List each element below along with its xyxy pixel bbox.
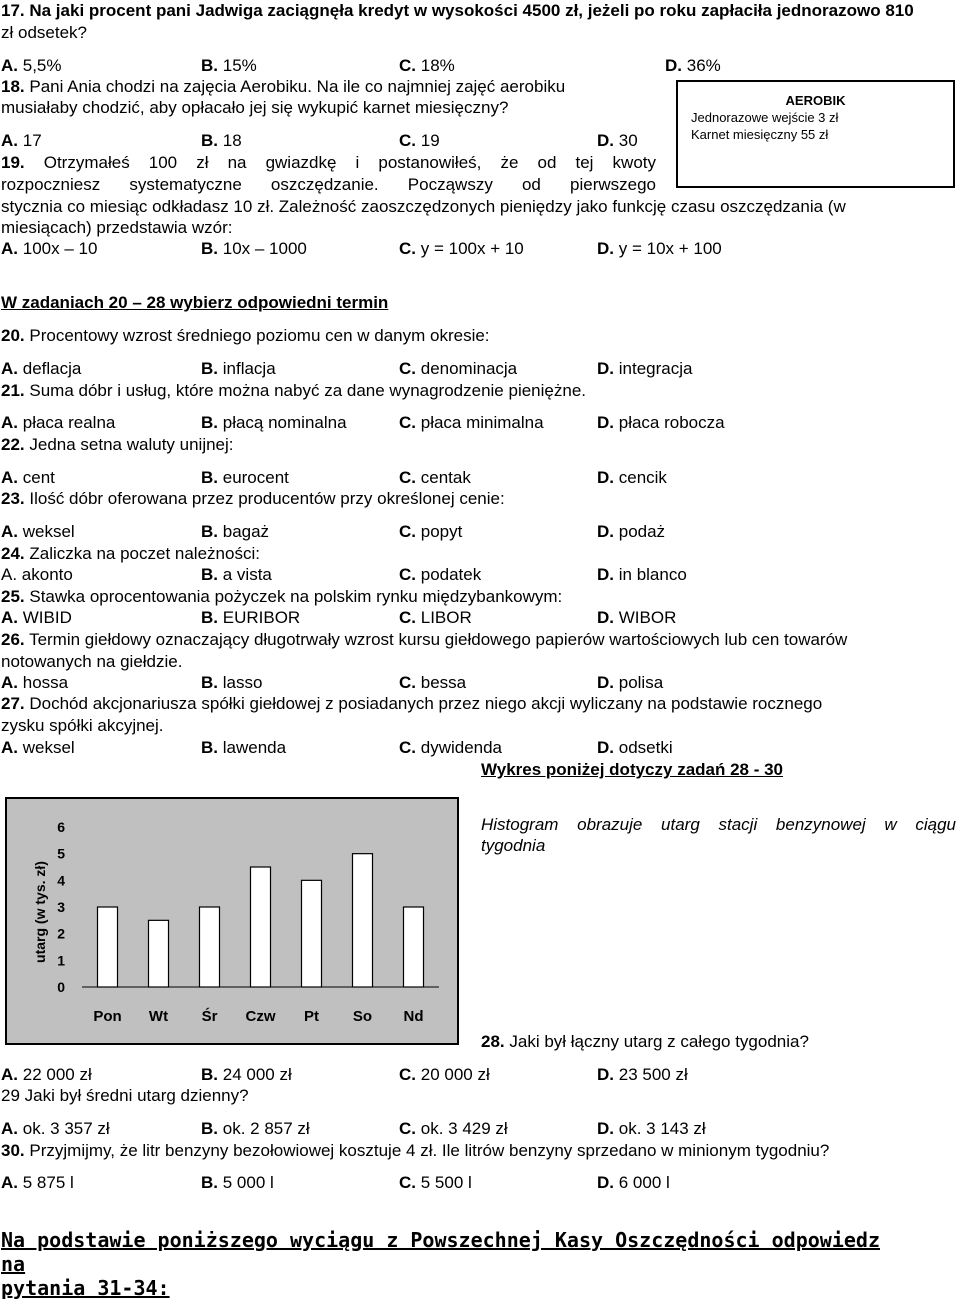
chart-heading: Wykres poniżej dotyczy zadań 28 - 30 (481, 760, 784, 779)
answer-option[interactable]: A. 17 (1, 131, 42, 150)
answer-option[interactable]: A. 22 000 zł (1, 1065, 92, 1084)
answer-option[interactable]: D. płaca robocza (597, 413, 725, 432)
answer-option[interactable]: A. weksel (1, 738, 75, 757)
question-30: 30. Przyjmijmy, że litr benzyny bezołowiowej kosztuje 4 zł. Ile litrów benzyny sprzedano w minionym tygodniu? (1, 1141, 830, 1160)
answer-option[interactable]: A. 100x – 10 (1, 239, 98, 258)
question-number: 19. (1, 153, 25, 172)
footer-heading-line1: Na podstawie poniższego wyciągu z Powszechnej Kasy Oszczędności odpowiedz na (1, 1228, 880, 1276)
answer-option[interactable]: A. WIBID (1, 608, 72, 627)
chart-bar (251, 867, 271, 987)
answer-option[interactable]: B. 24 000 zł (201, 1065, 292, 1084)
answer-option[interactable]: C. 5 500 l (399, 1173, 472, 1192)
question-27-line2: zysku spółki akcyjnej. (1, 716, 164, 735)
aerobik-title: AEROBIK (785, 93, 846, 108)
question-17-text: 17. Na jaki procent pani Jadwiga zaciągnęła kredyt w wysokości 4500 zł, jeżeli po roku zapłaciła jednorazowo 810 (1, 1, 914, 20)
answer-option[interactable]: D. in blanco (597, 565, 687, 584)
question-18-line2: musiałaby chodzić, aby opłacało jej się wykupić karnet miesięczny? (1, 98, 509, 117)
answer-option[interactable]: D. y = 10x + 100 (597, 239, 722, 258)
x-tick-label: Pon (93, 1008, 122, 1025)
answer-option[interactable]: C. y = 100x + 10 (399, 239, 524, 258)
answer-option[interactable]: C. dywidenda (399, 738, 503, 757)
chart-bar (200, 907, 220, 987)
answer-option[interactable]: B. a vista (201, 565, 272, 584)
question-27-line1: 27. Dochód akcjonariusza spółki giełdowej z posiadanych przez niego akcji wyliczany na podstawie rocznego (1, 694, 823, 713)
chart-description-line2: tygodnia (481, 836, 546, 855)
question-18-line1: 18. Pani Ania chodzi na zajęcia Aerobiku. Na ile co najmniej zajęć aerobiku (1, 77, 566, 96)
aerobik-price-box (676, 80, 955, 188)
y-tick-label: 3 (57, 899, 65, 915)
y-tick-label: 2 (57, 925, 65, 942)
answer-option[interactable]: C. ok. 3 429 zł (399, 1119, 508, 1138)
question-22: 22. Jedna setna waluty unijnej: (1, 435, 234, 454)
answer-option[interactable]: B. bagaż (201, 522, 270, 541)
answer-option[interactable]: C. denominacja (399, 359, 518, 378)
question-19-line3: stycznia co miesiąc odkładasz 10 zł. Zależność zaoszczędzonych pieniędzy jako funkcję czasu oszczędzania (w (1, 197, 846, 216)
chart-y-axis-label: utarg (w tys. zł) (32, 861, 48, 963)
question-number: 18. (1, 77, 25, 96)
question-26-line1: 26. Termin giełdowy oznaczający długotrwały wzrost kursu giełdowego papierów wartościowych lub cen towarów (1, 630, 848, 649)
histogram-chart (5, 797, 459, 1045)
answer-option[interactable]: B. EURIBOR (201, 608, 301, 627)
x-tick-label: Czw (245, 1008, 276, 1025)
answer-option[interactable]: B. 5 000 l (201, 1173, 274, 1192)
answer-option[interactable]: D. integracja (597, 359, 693, 378)
answer-option[interactable]: D. odsetki (597, 738, 673, 757)
chart-bar (302, 880, 322, 987)
question-19-line1: 19. Otrzymałeś 100 zł na gwiazdkę i postanowiłeś, że od tej kwoty (1, 153, 656, 172)
question-23: 23. Ilość dóbr oferowana przez producentów przy określonej cenie: (1, 489, 505, 508)
answer-option[interactable]: A. deflacja (1, 359, 82, 378)
answer-option[interactable]: B. 15% (201, 56, 257, 75)
answer-option[interactable]: C. bessa (399, 673, 467, 692)
x-tick-label: Nd (403, 1008, 424, 1025)
x-tick-label: Śr (201, 1008, 218, 1025)
y-tick-label: 6 (57, 819, 65, 835)
question-28: 28. Jaki był łączny utarg z całego tygodnia? (481, 1032, 809, 1051)
answer-option[interactable]: B. lasso (201, 673, 263, 692)
answer-option[interactable]: A. weksel (1, 522, 75, 541)
answer-option[interactable]: D. cencik (597, 468, 667, 487)
answer-option[interactable]: A. 5,5% (1, 56, 62, 75)
answer-option[interactable]: A. płaca realna (1, 413, 116, 432)
chart-x-ticks (93, 1007, 423, 1025)
footer-heading-line2: pytania 31-34: (1, 1276, 170, 1300)
question-21: 21. Suma dóbr i usług, które można nabyć za dane wynagrodzenie pieniężne. (1, 381, 586, 400)
question-17-line1 (1, 0, 914, 21)
question-29: 29 Jaki był średni utarg dzienny? (1, 1086, 249, 1105)
answer-option[interactable]: D. 23 500 zł (597, 1065, 688, 1084)
x-tick-label: Wt (148, 1008, 169, 1025)
answer-option[interactable]: C. 20 000 zł (399, 1065, 490, 1084)
answer-option[interactable]: A. cent (1, 468, 55, 487)
answer-option[interactable]: C. 19 (399, 131, 440, 150)
chart-description-line1: Histogram obrazuje utarg stacji benzynowej w ciągu (481, 815, 956, 834)
answer-option[interactable]: D. ok. 3 143 zł (597, 1119, 706, 1138)
histogram-svg (7, 799, 457, 1043)
answer-option[interactable]: B. 18 (201, 131, 242, 150)
question-17-line2: zł odsetek? (1, 23, 87, 42)
section-heading: W zadaniach 20 – 28 wybierz odpowiedni termin (1, 293, 389, 312)
question-24: 24. Zaliczka na poczet należności: (1, 544, 260, 563)
answer-option[interactable]: C. 18% (399, 56, 455, 75)
answer-option[interactable]: C. płaca minimalna (399, 413, 544, 432)
answer-option[interactable]: C. LIBOR (399, 608, 472, 627)
answer-option[interactable]: A. hossa (1, 673, 69, 692)
footer-heading (1, 1228, 901, 1300)
answer-option[interactable]: A. ok. 3 357 zł (1, 1119, 110, 1138)
question-20: 20. Procentowy wzrost średniego poziomu cen w danym okresie: (1, 326, 490, 345)
answer-option[interactable]: B. płacą nominalna (201, 413, 347, 432)
answer-option[interactable]: D. polisa (597, 673, 664, 692)
question-19-line2: rozpoczniesz systematyczne oszczędzanie. Począwszy od pierwszego (1, 175, 656, 194)
question-25: 25. Stawka oprocentowania pożyczek na polskim rynku międzybankowym: (1, 587, 563, 606)
answer-option[interactable]: B. ok. 2 857 zł (201, 1119, 310, 1138)
question-26-line2: notowanych na giełdzie. (1, 652, 183, 671)
y-tick-label: 1 (57, 952, 65, 969)
answer-option[interactable]: D. 6 000 l (597, 1173, 670, 1192)
answer-option[interactable]: C. podatek (399, 565, 482, 584)
x-tick-label: So (352, 1008, 373, 1025)
answer-option[interactable]: D. 36% (665, 56, 721, 75)
chart-bar (149, 920, 169, 987)
y-tick-label: 0 (57, 979, 65, 995)
aerobik-single-entry: Jednorazowe wejście 3 zł (691, 110, 839, 125)
answer-option[interactable]: A. akonto (1, 565, 73, 584)
answer-option[interactable]: A. 5 875 l (1, 1173, 74, 1192)
aerobik-monthly-pass: Karnet miesięczny 55 zł (691, 127, 829, 142)
y-tick-label: 5 (57, 845, 65, 862)
answer-option[interactable]: D. 30 (597, 131, 638, 150)
question-19-line4: miesiącach) przedstawia wzór: (1, 218, 233, 237)
chart-y-ticks (57, 819, 65, 995)
answer-option[interactable]: D. WIBOR (597, 608, 677, 627)
x-tick-label: Pt (304, 1008, 319, 1025)
answer-option[interactable]: B. eurocent (201, 468, 289, 487)
chart-bar (404, 907, 424, 987)
chart-bars (98, 854, 424, 987)
answer-option[interactable]: B. lawenda (201, 738, 287, 757)
chart-bar (98, 907, 118, 987)
answer-option[interactable]: D. podaż (597, 522, 666, 541)
answer-option[interactable]: C. popyt (399, 522, 463, 541)
answer-option[interactable]: B. 10x – 1000 (201, 239, 307, 258)
answer-option[interactable]: B. inflacja (201, 359, 276, 378)
y-tick-label: 4 (57, 872, 65, 889)
chart-bar (353, 854, 373, 987)
answer-option[interactable]: C. centak (399, 468, 471, 487)
